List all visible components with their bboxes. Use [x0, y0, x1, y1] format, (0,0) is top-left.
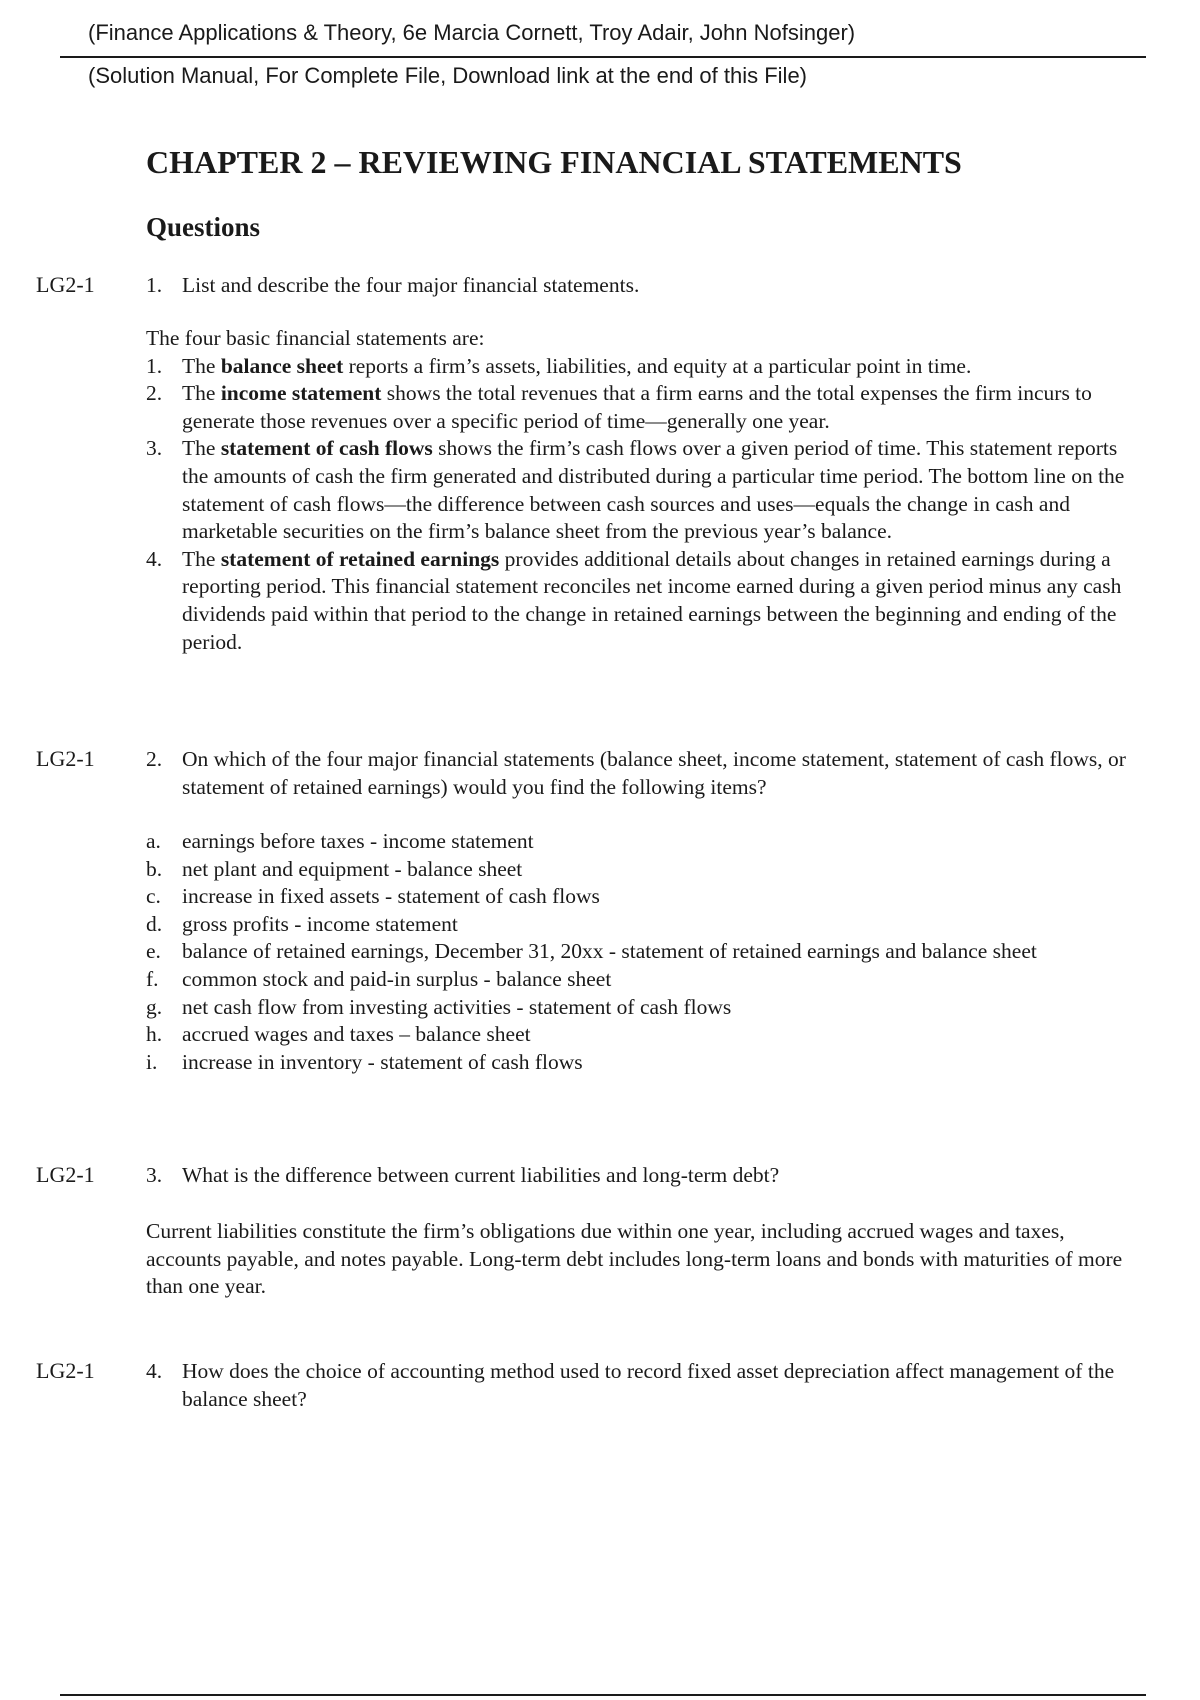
list-item-letter: i.	[146, 1049, 158, 1074]
list-item-text: increase in fixed assets - statement of cash flows	[182, 884, 600, 909]
question-text	[146, 746, 1126, 801]
list-item-text: gross profits - income statement	[182, 911, 458, 936]
question-text	[146, 272, 1126, 300]
term: income statement	[220, 381, 382, 406]
term: statement of retained earnings	[220, 546, 500, 571]
question-2	[146, 746, 1126, 801]
list-item-text: common stock and paid-in surplus - balance sheet	[182, 966, 612, 991]
answer-paragraph: Current liabilities constitute the firm’s obligations due within one year, including accrued wages and taxes, accounts payable, and notes payable. Long-term debt includes long-term loans and bonds with maturities of more than one year.	[146, 1219, 1123, 1299]
question-3	[146, 1162, 1126, 1190]
list-item	[146, 883, 1126, 911]
question-text	[146, 1358, 1126, 1413]
question-prompt: On which of the four major financial statements (balance sheet, income statement, statement of cash flows, or statement of retained earnings) would you find the following items?	[182, 747, 1126, 799]
learning-goal-label: LG2-1	[36, 272, 95, 297]
question-prompt: How does the choice of accounting method used to record fixed asset depreciation affect management of the balance sheet?	[182, 1359, 1115, 1411]
section-heading: Questions	[146, 212, 261, 242]
list-item-number: 4.	[146, 546, 163, 571]
list-item-text: earnings before taxes - income statement	[182, 829, 534, 853]
list-item-letter: a.	[146, 829, 161, 853]
answer-2	[146, 828, 1126, 1076]
answer-1	[146, 325, 1126, 656]
items-list	[146, 828, 1126, 1076]
list-item-text: net plant and equipment - balance sheet	[182, 856, 523, 881]
list-item-text: The income statement shows the total revenues that a firm earns and the total expenses the firm incurs to generate those revenues over a specific period of time—generally one year.	[182, 381, 1092, 433]
list-item-text: accrued wages and taxes – balance sheet	[182, 1022, 531, 1047]
solution-manual-note: (Solution Manual, For Complete File, Download link at the end of this File)	[88, 63, 808, 88]
list-item-text: balance of retained earnings, December 31, 20xx - statement of retained earnings and balance sheet	[182, 939, 1037, 964]
answer-intro: The four basic financial statements are:	[146, 326, 485, 350]
list-item	[146, 966, 1126, 994]
question-4	[146, 1358, 1126, 1413]
list-item-letter: c.	[146, 884, 161, 909]
term: balance sheet	[220, 353, 344, 378]
list-item-letter: g.	[146, 994, 163, 1019]
answer-3	[146, 1218, 1126, 1301]
list-item	[146, 1049, 1126, 1077]
list-item-text: increase in inventory - statement of cash flows	[182, 1049, 583, 1074]
list-item-text: net cash flow from investing activities - statement of cash flows	[182, 994, 732, 1019]
list-item-text: The statement of cash flows shows the firm’s cash flows over a given period of time. This statement reports the amounts of cash the firm generated and distributed during a particular time period. The bottom line on the statement of cash flows—the difference between cash sources and uses—equals the change in cash and marketable securities on the firm’s balance sheet from the previous year’s balance.	[182, 436, 1125, 544]
list-item-text: The balance sheet reports a firm’s assets, liabilities, and equity at a particular point in time.	[182, 353, 972, 378]
question-prompt: What is the difference between current liabilities and long-term debt?	[182, 1163, 780, 1187]
question-prompt: List and describe the four major financial statements.	[182, 273, 640, 297]
footer-divider	[60, 1694, 1146, 1696]
list-item	[146, 938, 1126, 966]
question-text	[146, 1162, 1126, 1190]
list-item	[146, 353, 1126, 381]
list-item-letter: b.	[146, 856, 163, 881]
list-item-letter: d.	[146, 911, 163, 936]
chapter-title: CHAPTER 2 – REVIEWING FINANCIAL STATEMENTS	[146, 144, 962, 180]
header-divider	[60, 56, 1146, 58]
learning-goal-label: LG2-1	[36, 1162, 95, 1187]
list-item	[146, 380, 1126, 435]
document-source-line: (Finance Applications & Theory, 6e Marcia Cornett, Troy Adair, John Nofsinger)	[88, 20, 856, 45]
list-item	[146, 1021, 1126, 1049]
list-item-number: 2.	[146, 381, 163, 406]
learning-goal-label: LG2-1	[36, 746, 95, 771]
list-item	[146, 546, 1126, 656]
list-item	[146, 435, 1126, 545]
financial-statements-list	[146, 353, 1126, 657]
term: statement of cash flows	[220, 436, 433, 461]
question-1	[146, 272, 1126, 300]
list-item-letter: f.	[146, 966, 159, 991]
question-number: 1.	[146, 273, 163, 297]
list-item	[146, 994, 1126, 1022]
learning-goal-label: LG2-1	[36, 1358, 95, 1383]
list-item-letter: h.	[146, 1022, 163, 1047]
list-item	[146, 911, 1126, 939]
question-number: 3.	[146, 1163, 163, 1187]
list-item	[146, 828, 1126, 856]
question-number: 4.	[146, 1359, 163, 1383]
list-item-text: The statement of retained earnings provides additional details about changes in retained earnings during a reporting period. This financial statement reconciles net income earned during a given period minus any cash dividends paid within that period to the change in retained earnings between the beginning and ending of the period.	[182, 546, 1122, 654]
list-item-number: 3.	[146, 436, 163, 461]
list-item-number: 1.	[146, 353, 163, 378]
list-item-letter: e.	[146, 939, 161, 964]
question-number: 2.	[146, 747, 163, 771]
list-item	[146, 856, 1126, 884]
